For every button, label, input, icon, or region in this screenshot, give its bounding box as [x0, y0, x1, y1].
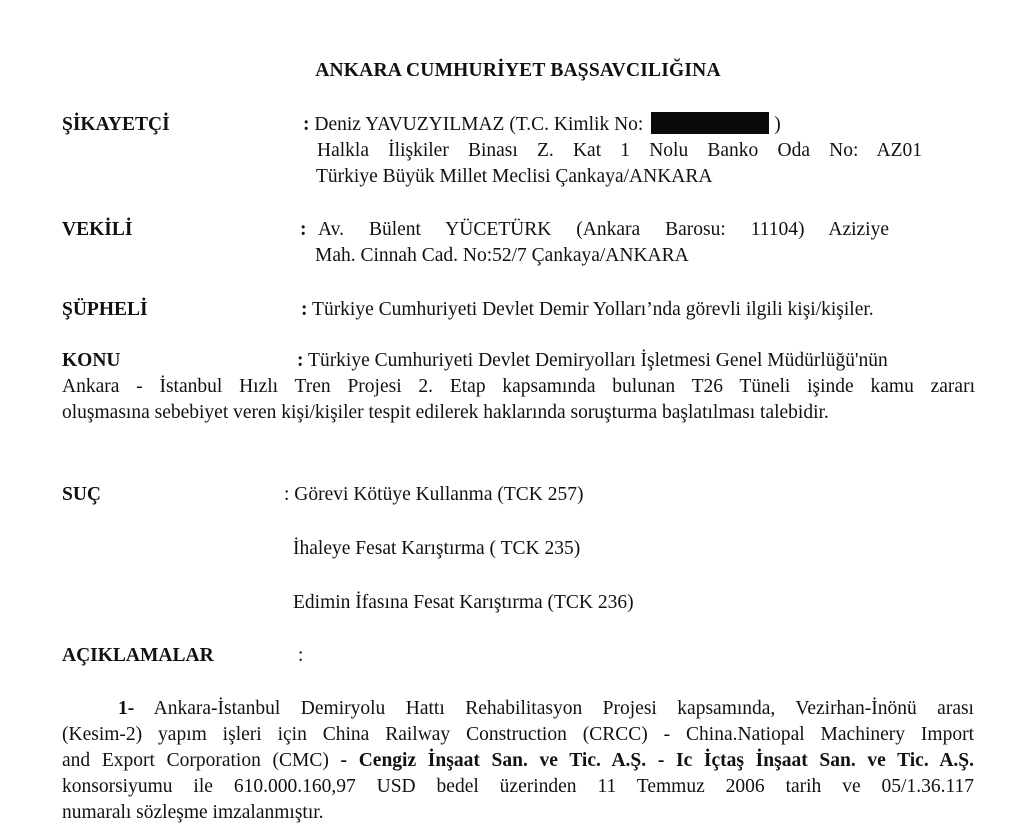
- paragraph-1-line3: [62, 748, 974, 774]
- complainant-name: Deniz YAVUZYILMAZ (T.C. Kimlik No:: [314, 114, 644, 135]
- paragraph-number: 1-: [118, 698, 135, 719]
- complainant-id-close: ): [774, 114, 781, 135]
- attorney-line1: Av. Bülent YÜCETÜRK (Ankara Barosu: 11104) Aziziye: [318, 219, 889, 240]
- paragraph-1-line1: [118, 696, 974, 722]
- subject-row: [297, 348, 888, 374]
- complainant-name-row: [303, 112, 781, 138]
- explanations-label: AÇIKLAMALAR: [62, 645, 214, 666]
- attorney-label: VEKİLİ: [62, 219, 133, 240]
- suspect-colon: :: [301, 299, 308, 320]
- complainant-address-line2: Türkiye Büyük Millet Meclisi Çankaya/ANKARA: [316, 166, 713, 187]
- complainant-colon: :: [303, 114, 310, 135]
- crime-label: SUÇ: [62, 484, 102, 505]
- subject-line2: Ankara - İstanbul Hızlı Tren Projesi 2. Etap kapsamında bulunan T26 Tüneli işinde kamu zararı: [62, 376, 975, 397]
- complainant-address-line1: Halkla İlişkiler Binası Z. Kat 1 Nolu Banko Oda No: AZ01: [317, 140, 922, 161]
- attorney-line2: Mah. Cinnah Cad. No:52/7 Çankaya/ANKARA: [315, 245, 689, 266]
- crime-item: Görevi Kötüye Kullanma (TCK 257): [294, 484, 584, 505]
- suspect-row: [301, 297, 874, 323]
- paragraph-1-line3-plain: and Export Corporation (CMC): [62, 750, 329, 771]
- attorney-colon: :: [300, 219, 307, 240]
- suspect-text: Türkiye Cumhuriyeti Devlet Demir Yolları’nda görevli ilgili kişi/kişiler.: [312, 299, 874, 320]
- paragraph-1-line4: konsorsiyumu ile 610.000.160,97 USD bedel üzerinden 11 Temmuz 2006 tarih ve 05/1.36.117: [62, 776, 974, 797]
- complainant-label: ŞİKAYETÇİ: [62, 114, 170, 135]
- crime-row: [284, 482, 583, 508]
- subject-line1: Türkiye Cumhuriyeti Devlet Demiryolları İşletmesi Genel Müdürlüğü'nün: [308, 350, 888, 371]
- paragraph-1-text: Ankara-İstanbul Demiryolu Hattı Rehabilitasyon Projesi kapsamında, Vezirhan-İnönü arası: [153, 698, 974, 719]
- paragraph-1-line3-bold: - Cengiz İnşaat San. ve Tic. A.Ş. - Ic İçtaş İnşaat San. ve Tic. A.Ş.: [340, 750, 974, 771]
- explanations-colon: :: [298, 645, 304, 666]
- paragraph-1-line2: (Kesim-2) yapım işleri için China Railway Construction (CRCC) - China.Natiopal Machinery Import: [62, 724, 974, 745]
- crime-colon: :: [284, 484, 290, 505]
- paragraph-1-line5: numaralı sözleşme imzalanmıştır.: [62, 802, 324, 823]
- subject-label: KONU: [62, 350, 121, 371]
- suspect-label: ŞÜPHELİ: [62, 299, 148, 320]
- crime-item: İhaleye Fesat Karıştırma ( TCK 235): [293, 538, 581, 559]
- crime-item: Edimin İfasına Fesat Karıştırma (TCK 236): [293, 592, 634, 613]
- redaction-bar: [651, 112, 769, 134]
- subject-colon: :: [297, 350, 304, 371]
- document-title: ANKARA CUMHURİYET BAŞSAVCILIĞINA: [315, 60, 721, 81]
- subject-line3: oluşmasına sebebiyet veren kişi/kişiler tespit edilerek haklarında soruşturma başlatılması talebidir.: [62, 402, 829, 423]
